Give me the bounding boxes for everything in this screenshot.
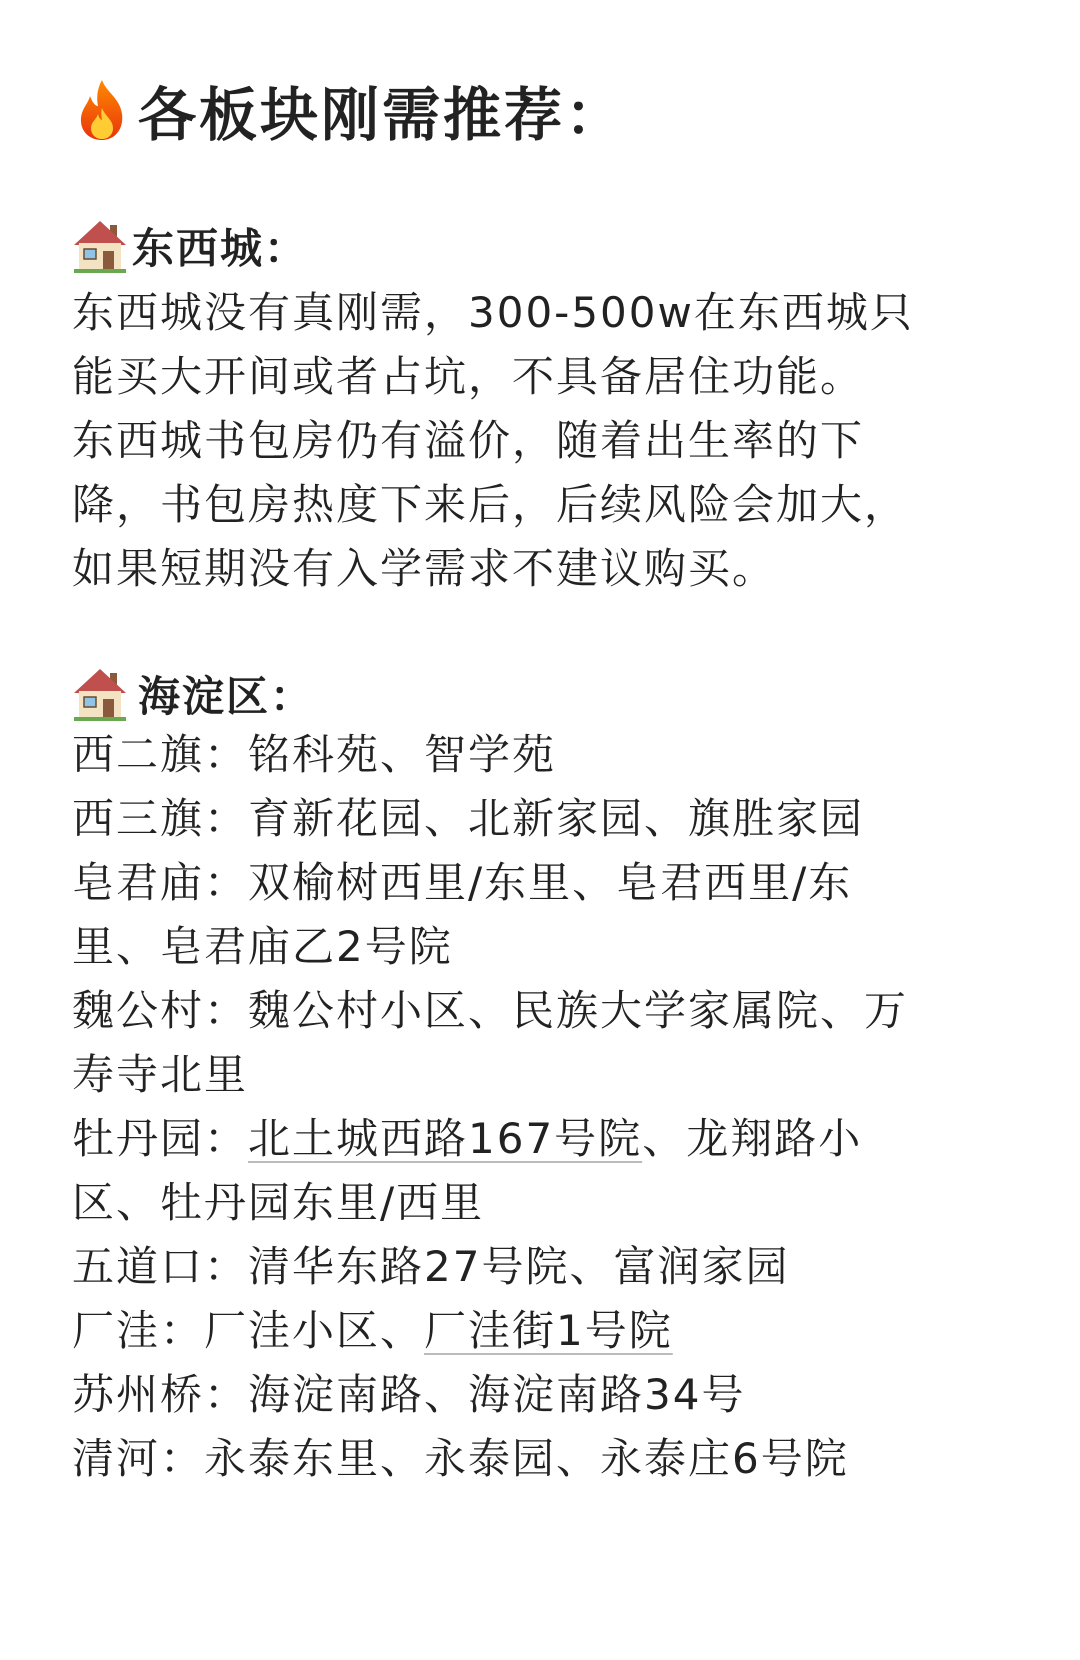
list-item: 五道口：清华东路27号院、富润家园 [72, 1242, 790, 1291]
paragraph-line: 降，书包房热度下来后，后续风险会加大， [72, 480, 909, 529]
fire-icon [72, 78, 132, 142]
section-heading-dongxicheng [72, 214, 308, 278]
page-title [72, 70, 626, 150]
paragraph-line: 能买大开间或者占坑，不具备居住功能。 [72, 352, 865, 401]
section-heading-haidian [72, 662, 314, 726]
house-icon [72, 219, 128, 273]
section-title: 东西城： [132, 224, 309, 273]
list-item: 清河：永泰东里、永泰园、永泰庄6号院 [72, 1434, 849, 1483]
list-item: 皂君庙：双榆树西里/东里、皂君西里/东 [72, 858, 853, 907]
list-item: 寿寺北里 [72, 1050, 249, 1099]
title-text: 各板块刚需推荐： [138, 81, 627, 149]
list-item-mudanyuan [72, 1107, 862, 1171]
section-title: 海淀区： [138, 672, 315, 721]
paragraph-line: 如果短期没有入学需求不建议购买。 [72, 544, 777, 593]
list-item: 区、牡丹园东里/西里 [72, 1178, 485, 1227]
address-link[interactable]: 厂洼街1号院 [424, 1306, 673, 1355]
paragraph-line: 东西城书包房仍有溢价，随着出生率的下 [72, 416, 865, 465]
address-link[interactable]: 北土城西路167号院 [248, 1114, 643, 1163]
list-item-changwa [72, 1299, 673, 1363]
list-item: 苏州桥：海淀南路、海淀南路34号 [72, 1370, 746, 1419]
list-item: 里、皂君庙乙2号院 [72, 922, 453, 971]
list-item: 西二旗：铭科苑、智学苑 [72, 730, 557, 779]
list-item: 魏公村：魏公村小区、民族大学家属院、万 [72, 986, 909, 1035]
list-item-suffix: 、龙翔路小 [642, 1114, 863, 1163]
house-icon [72, 667, 128, 721]
list-item: 西三旗：育新花园、北新家园、旗胜家园 [72, 794, 865, 843]
list-item-prefix: 厂洼：厂洼小区、 [72, 1306, 425, 1355]
list-item-prefix: 牡丹园： [72, 1114, 249, 1163]
paragraph-line: 东西城没有真刚需，300-500w在东西城只 [72, 288, 914, 337]
